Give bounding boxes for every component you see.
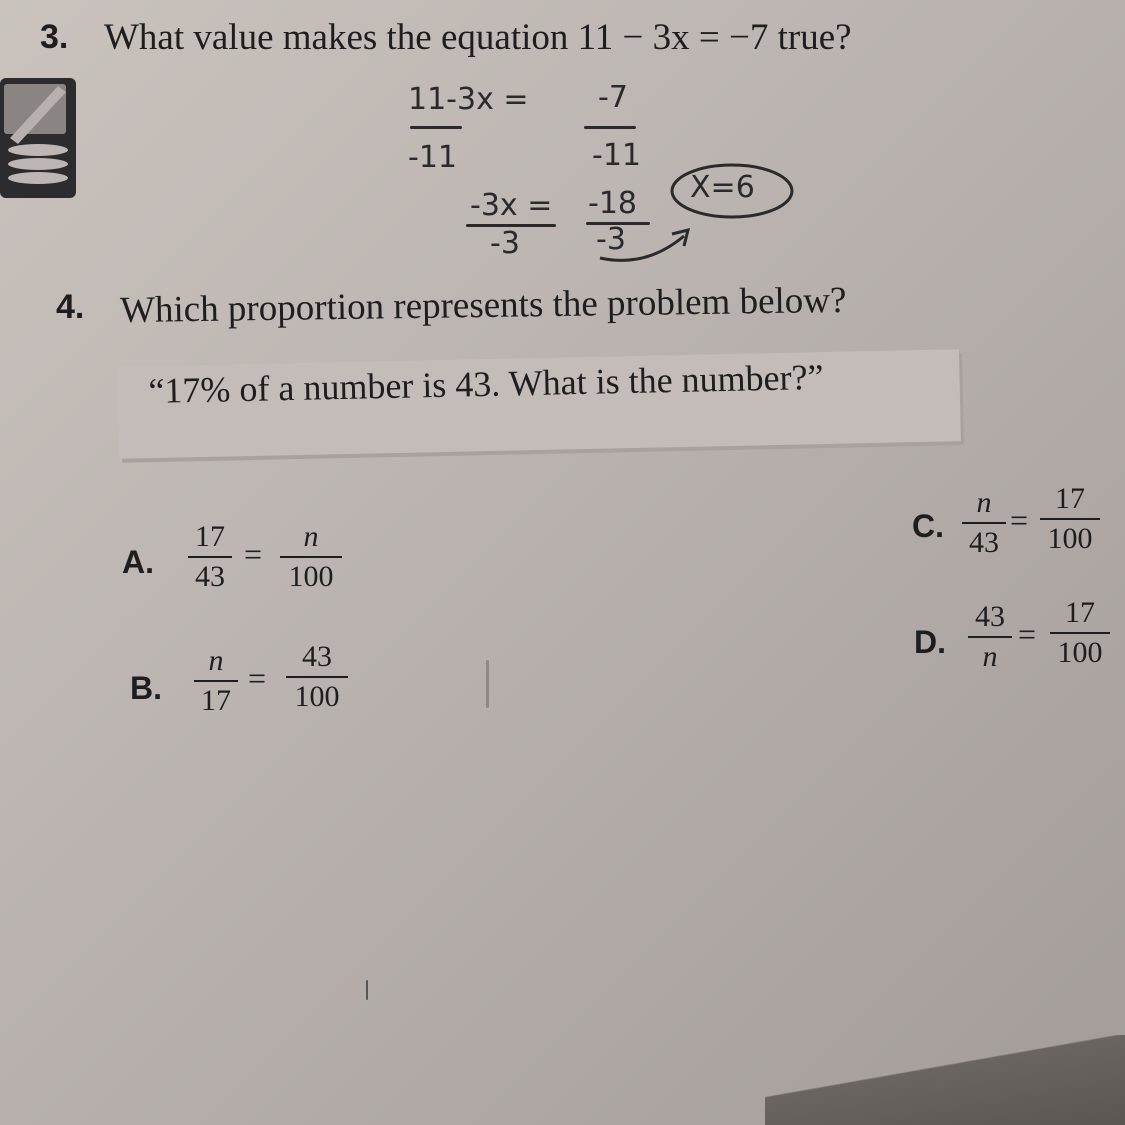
option-a-right-fraction: n 100 (280, 518, 342, 596)
question-4-text: Which proportion represents the problem below? (119, 279, 847, 332)
question-4-number: 4. (56, 288, 85, 326)
work-line1-right: -7 (598, 80, 628, 115)
option-c-left-fraction: n 43 (962, 484, 1006, 562)
option-d-letter[interactable]: D. (914, 624, 946, 660)
work-line4-right: -3 (596, 222, 626, 257)
question-3-number: 3. (40, 18, 69, 56)
work-underline-2 (584, 126, 636, 129)
work-arrow (596, 218, 706, 268)
option-d-left-fraction: 43 n (968, 598, 1012, 676)
option-c-equals: = (1010, 502, 1029, 538)
option-b-letter[interactable]: B. (130, 670, 162, 706)
option-a-letter[interactable]: A. (122, 544, 154, 580)
work-line4-left: -3 (490, 226, 520, 261)
work-line3-left: -3x = (470, 188, 553, 223)
calculator-icon (0, 78, 76, 198)
page-edge-shadow (765, 1035, 1125, 1125)
work-line2-left: -11 (408, 140, 457, 175)
work-line1-left: 11-3x = (408, 82, 529, 117)
option-b-right-fraction: 43 100 (286, 638, 348, 716)
work-answer: X=6 (690, 170, 755, 205)
question-3-text: What value makes the equation 11 − 3x = −7 true? (104, 17, 852, 58)
option-d-right-fraction: 17 100 (1050, 594, 1110, 672)
option-b-equals: = (248, 660, 267, 696)
quote-text: “17% of a number is 43. What is the number?” (148, 356, 824, 411)
option-a-equals: = (244, 536, 263, 572)
work-line3-right: -18 (588, 186, 637, 221)
option-d-equals: = (1018, 616, 1037, 652)
pencil-mark (486, 660, 489, 708)
pencil-dot (366, 980, 368, 1000)
work-underline-1 (410, 126, 462, 129)
option-c-letter[interactable]: C. (912, 508, 944, 544)
option-c-right-fraction: 17 100 (1040, 480, 1100, 558)
option-a-left-fraction: 17 43 (188, 518, 232, 596)
option-b-left-fraction: n 17 (194, 642, 238, 720)
work-line2-right: -11 (592, 138, 641, 173)
